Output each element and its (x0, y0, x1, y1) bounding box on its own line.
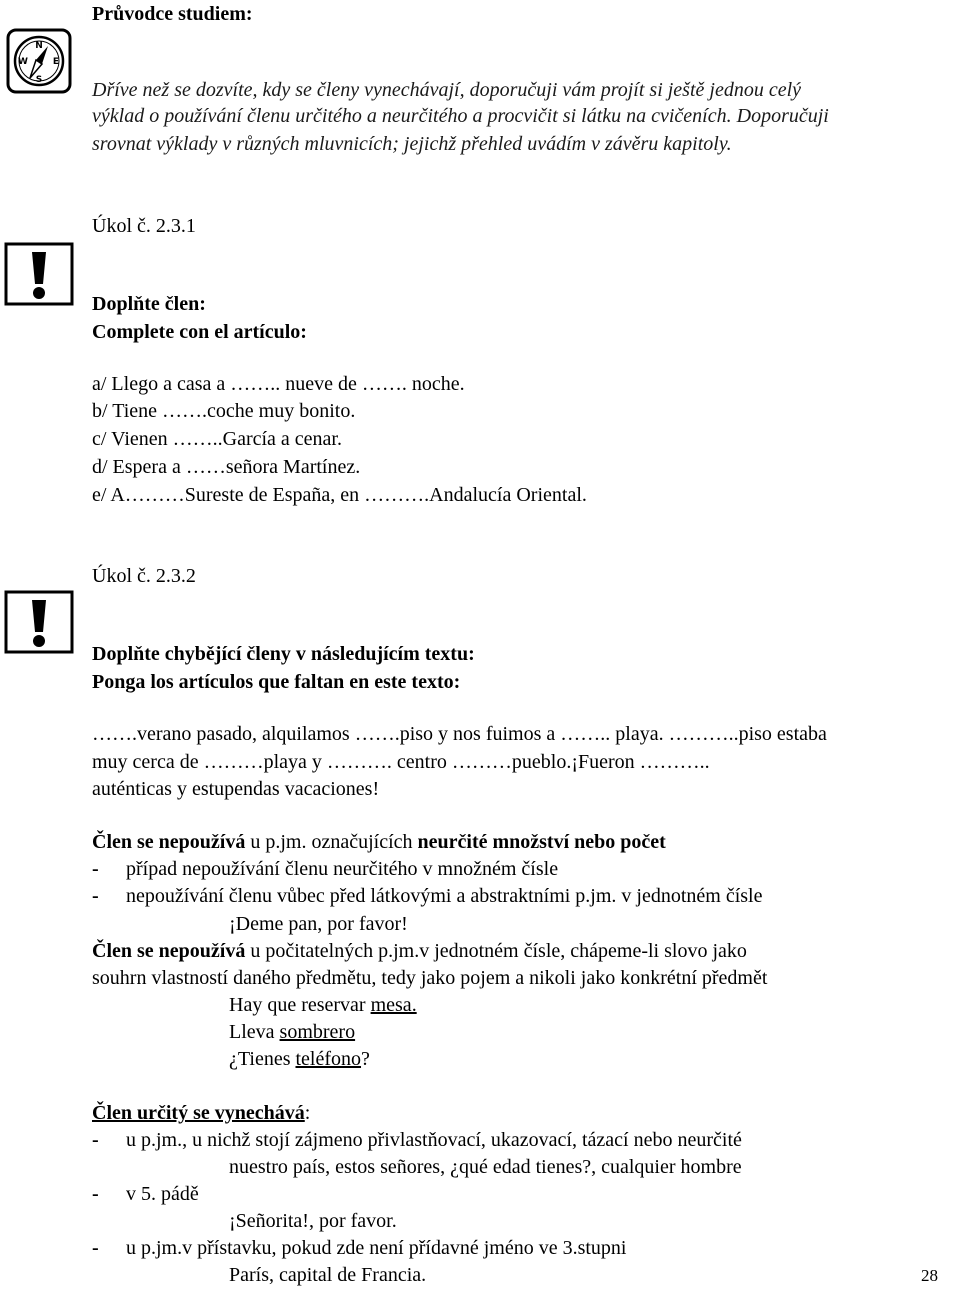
bullet-dash: - (92, 885, 99, 907)
rule2-example-3-underlined: teléfono (295, 1048, 362, 1070)
bullet-dash: - (92, 1237, 99, 1259)
rule1-bold-a: Člen se nepoužívá (92, 831, 246, 853)
task2-text-line-3: auténticas y estupendas vacaciones! (92, 778, 380, 800)
rule2-example-3 (229, 1047, 370, 1071)
rule2-example-3-text: ¿Tienes (229, 1048, 296, 1070)
rule2-example-2-text: Lleva (229, 1021, 280, 1043)
rule2-heading (92, 939, 747, 963)
rule2-plain: u počitatelných p.jm.v jednotném čísle, chápeme-li slovo jako (245, 940, 747, 962)
rule2-bold: Člen se nepoužívá (92, 940, 246, 962)
rule3-bold: Člen určitý se vynechává (92, 1102, 305, 1124)
rule2-example-1-underlined: mesa. (370, 994, 417, 1016)
task2-text-line-2: muy cerca de ………playa y ………. centro ………pueblo.¡Fueron ……….. (92, 751, 710, 773)
exclamation-icon (4, 586, 74, 656)
rule3-bullet-1-example: nuestro país, estos señores, ¿qué edad tienes?, cualquier hombre (229, 1156, 742, 1178)
task1-item-a: a/ Llego a casa a …….. nueve de ……. noche. (92, 373, 465, 395)
compass-icon (6, 28, 72, 94)
rule2-line-2: souhrn vlastností daného předmětu, tedy jako pojem a nikoli jako konkrétní předmět (92, 967, 768, 989)
task1-instruction-cz: Doplňte člen: (92, 293, 206, 315)
guide-line-2: výklad o používání členu určitého a neurčitého a procvičit si látku na cvičeních. Doporučuji (92, 105, 829, 127)
rule2-example-2-underlined: sombrero (279, 1021, 356, 1043)
svg-text:N: N (35, 41, 43, 51)
rule3-heading (92, 1101, 310, 1125)
rule2-example-3-end: ? (361, 1048, 370, 1070)
task2-title: Úkol č. 2.3.2 (92, 565, 196, 587)
task1-instruction-es: Complete con el artículo: (92, 321, 307, 343)
bullet-dash: - (92, 1129, 99, 1151)
rule2-example-2 (229, 1020, 355, 1044)
rule2-example-1-text: Hay que reservar (229, 994, 371, 1016)
exclamation-icon (4, 238, 74, 308)
rule3-colon: : (304, 1102, 311, 1124)
task2-text-line-1: …….verano pasado, alquilamos …….piso y nos fuimos a …….. playa. ………..piso estaba (92, 723, 827, 745)
rule1-bullet-2: nepoužívání členu vůbec před látkovými a abstraktními p.jm. v jednotném čísle (126, 885, 763, 907)
rule1-plain: u p.jm. označujících (245, 831, 418, 853)
svg-text:W: W (18, 57, 28, 67)
task1-item-d: d/ Espera a ……señora Martínez. (92, 456, 361, 478)
task2-instruction-es: Ponga los artículos que faltan en este texto: (92, 671, 461, 693)
guide-heading: Průvodce studiem: (92, 3, 253, 25)
bullet-dash: - (92, 1183, 99, 1205)
task1-title: Úkol č. 2.3.1 (92, 215, 196, 237)
rule1-example: ¡Deme pan, por favor! (229, 913, 408, 935)
task2-instruction-cz: Doplňte chybějící členy v následujícím textu: (92, 643, 475, 665)
rule3-bullet-3-example: París, capital de Francia. (229, 1264, 427, 1286)
task1-item-c: c/ Vienen ……..García a cenar. (92, 428, 342, 450)
rule3-bullet-3: u p.jm.v přístavku, pokud zde není přídavné jméno ve 3.stupni (126, 1237, 627, 1259)
rule2-example-1 (229, 993, 417, 1017)
rule3-bullet-2-example: ¡Señorita!, por favor. (229, 1210, 397, 1232)
rule3-bullet-2: v 5. pádě (126, 1183, 199, 1205)
svg-text:S: S (35, 75, 43, 85)
svg-text:E: E (52, 57, 60, 67)
page-number: 28 (921, 1266, 938, 1285)
rule1-bullet-1: případ nepoužívání členu neurčitého v množném čísle (126, 858, 559, 880)
bullet-dash: - (92, 858, 99, 880)
guide-line-1: Dříve než se dozvíte, kdy se členy vynechávají, doporučuji vám projít si ještě jednou celý (92, 79, 802, 101)
task1-item-e: e/ A………Sureste de España, en ……….Andalucía Oriental. (92, 484, 587, 506)
rule1-bold-b: neurčité množství nebo počet (417, 831, 666, 853)
task1-item-b: b/ Tiene …….coche muy bonito. (92, 400, 356, 422)
rule1-heading (92, 830, 666, 854)
guide-line-3: srovnat výklady v různých mluvnicích; jejichž přehled uvádím v závěru kapitoly. (92, 133, 732, 155)
rule3-bullet-1: u p.jm., u nichž stojí zájmeno přivlastňovací, ukazovací, tázací nebo neurčité (126, 1129, 742, 1151)
